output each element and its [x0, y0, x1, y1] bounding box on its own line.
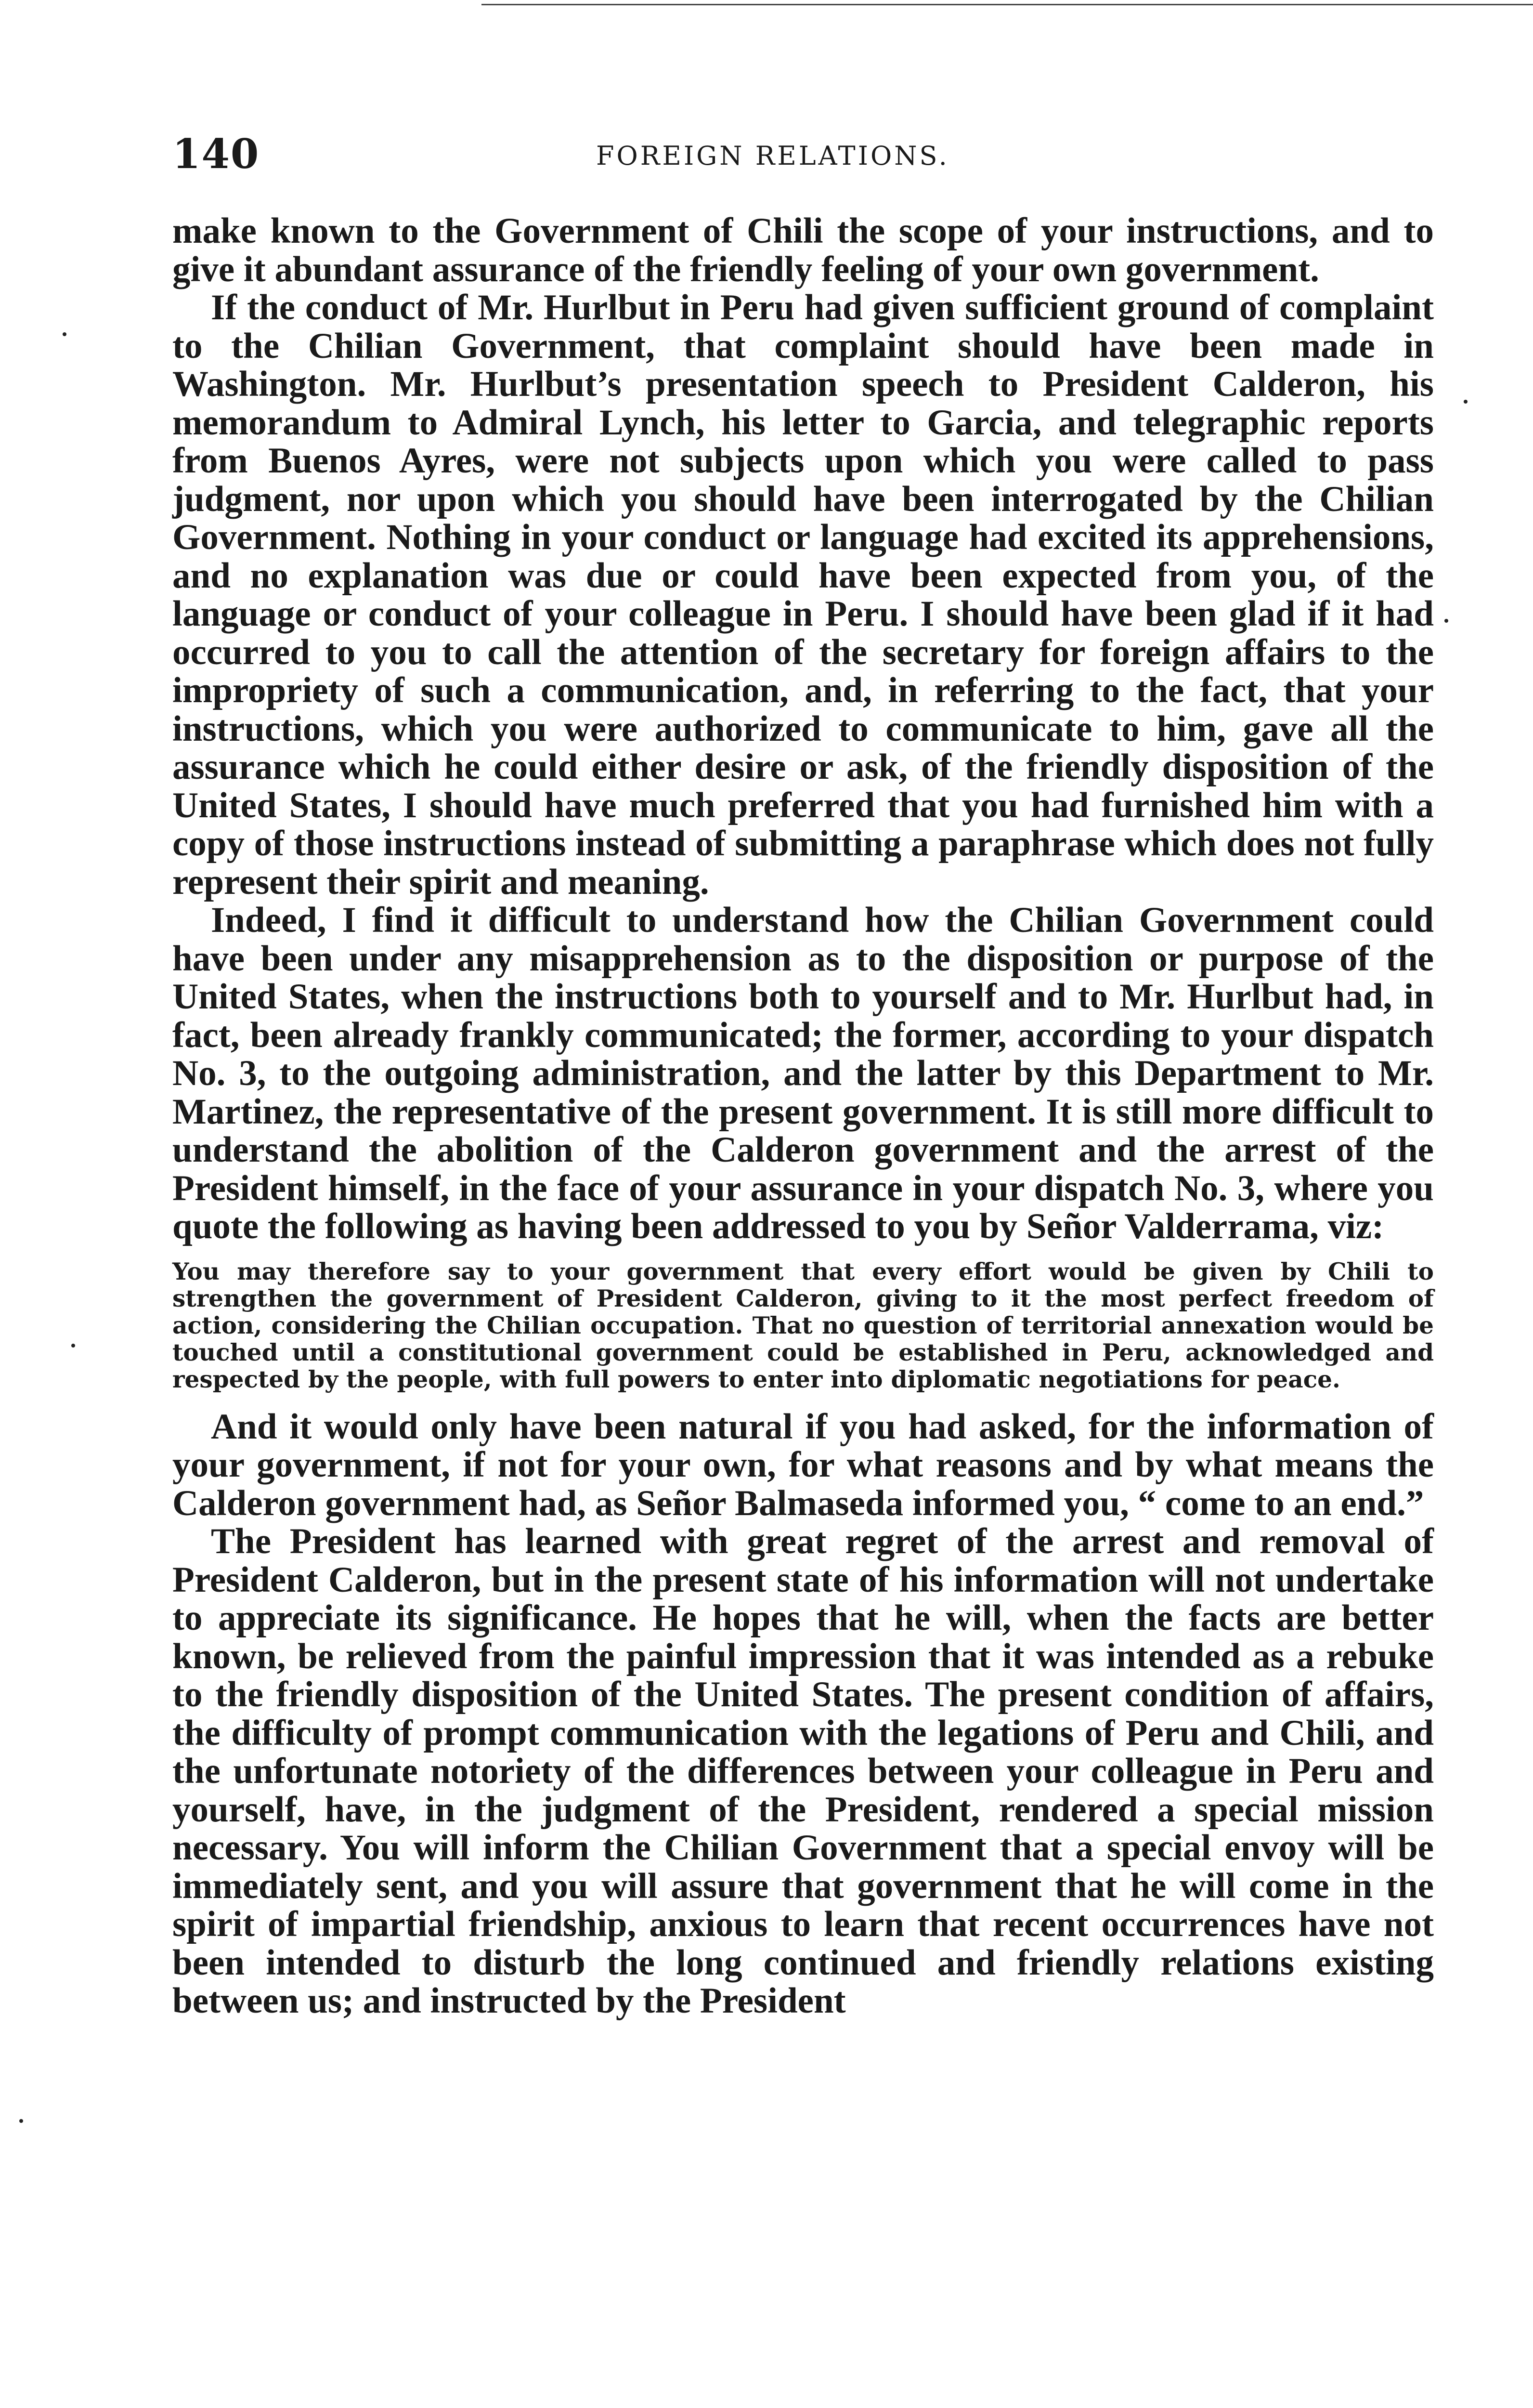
margin-speck	[71, 1344, 75, 1348]
page-number: 140	[172, 130, 260, 178]
page-header	[172, 130, 1434, 178]
paragraph-4: And it would only have been natural if you had asked, for the information of your government, if not for your own, for what reasons and by what means the Calderon government had, as Señor Balmaseda informed you, “ come to an end.”	[172, 1406, 1434, 1523]
margin-speck	[63, 332, 66, 336]
margin-speck	[1444, 619, 1448, 623]
margin-speck	[19, 2119, 23, 2123]
running-head: FOREIGN RELATIONS.	[596, 141, 949, 171]
page-body	[172, 212, 1434, 2020]
paragraph-5: The President has learned with great regret of the arrest and removal of President Calderon, but in the present state of his information will not undertake to appreciate its significance. He hopes that he will, when the facts are better known, be relieved from the painful impression that it was intended as a rebuke to the friendly disposition of the United States. The present condition of affairs, the difficulty of prompt communication with the legations of Peru and Chili, and the unfortunate notoriety of the differences between your colleague in Peru and yourself, have, in the judgment of the President, rendered a special mission necessary. You will inform the Chilian Government that a special envoy will be immediately sent, and you will assure that government that he will come in the spirit of impartial friendship, anxious to learn that recent occurrences have not been intended to disturb the long continued and friendly relations existing between us; and instructed by the President	[172, 1521, 1434, 2021]
paragraph-1: make known to the Government of Chili the scope of your instructions, and to give it abundant assurance of the friendly feeling of your own government.	[172, 211, 1434, 289]
top-rule	[481, 4, 1533, 5]
block-quote: You may therefore say to your government that every effort would be given by Chili to strengthen the government of President Calderon, giving to it the most perfect freedom of action, considering the Chilian occupation. That no question of territorial annexation would be touched until a constitutional government could be established in Peru, acknowledged and respected by the people, with full powers to enter into diplomatic negotiations for peace.	[172, 1257, 1434, 1393]
paragraph-3: Indeed, I find it difficult to understand how the Chilian Government could have been under any misapprehension as to the disposition or purpose of the United States, when the instructions both to yourself and to Mr. Hurlbut had, in fact, been already frankly communicated; the former, according to your dispatch No. 3, to the outgoing administration, and the latter by this Department to Mr. Martinez, the representative of the present government. It is still more difficult to understand the abolition of the Calderon government and the arrest of the President himself, in the face of your assurance in your dispatch No. 3, where you quote the following as having been addressed to you by Señor Valderrama, viz:	[172, 900, 1434, 1246]
margin-speck	[1464, 400, 1468, 404]
paragraph-2: If the conduct of Mr. Hurlbut in Peru had given sufficient ground of complaint to the Chilian Government, that complaint should have been made in Washington. Mr. Hurlbut’s presentation speech to President Calderon, his memorandum to Admiral Lynch, his letter to Garcia, and telegraphic reports from Buenos Ayres, were not subjects upon which you were called to pass judgment, nor upon which you should have been interrogated by the Chilian Government. Nothing in your conduct or language had excited its apprehensions, and no explanation was due or could have been expected from you, of the language or conduct of your colleague in Peru. I should have been glad if it had occurred to you to call the attention of the secretary for foreign affairs to the impropriety of such a communication, and, in referring to the fact, that your instructions, which you were authorized to communicate to him, gave all the assurance which he could either desire or ask, of the friendly disposition of the United States, I should have much preferred that you had furnished him with a copy of those instructions instead of submitting a paraphrase which does not fully represent their spirit and meaning.	[172, 288, 1434, 902]
